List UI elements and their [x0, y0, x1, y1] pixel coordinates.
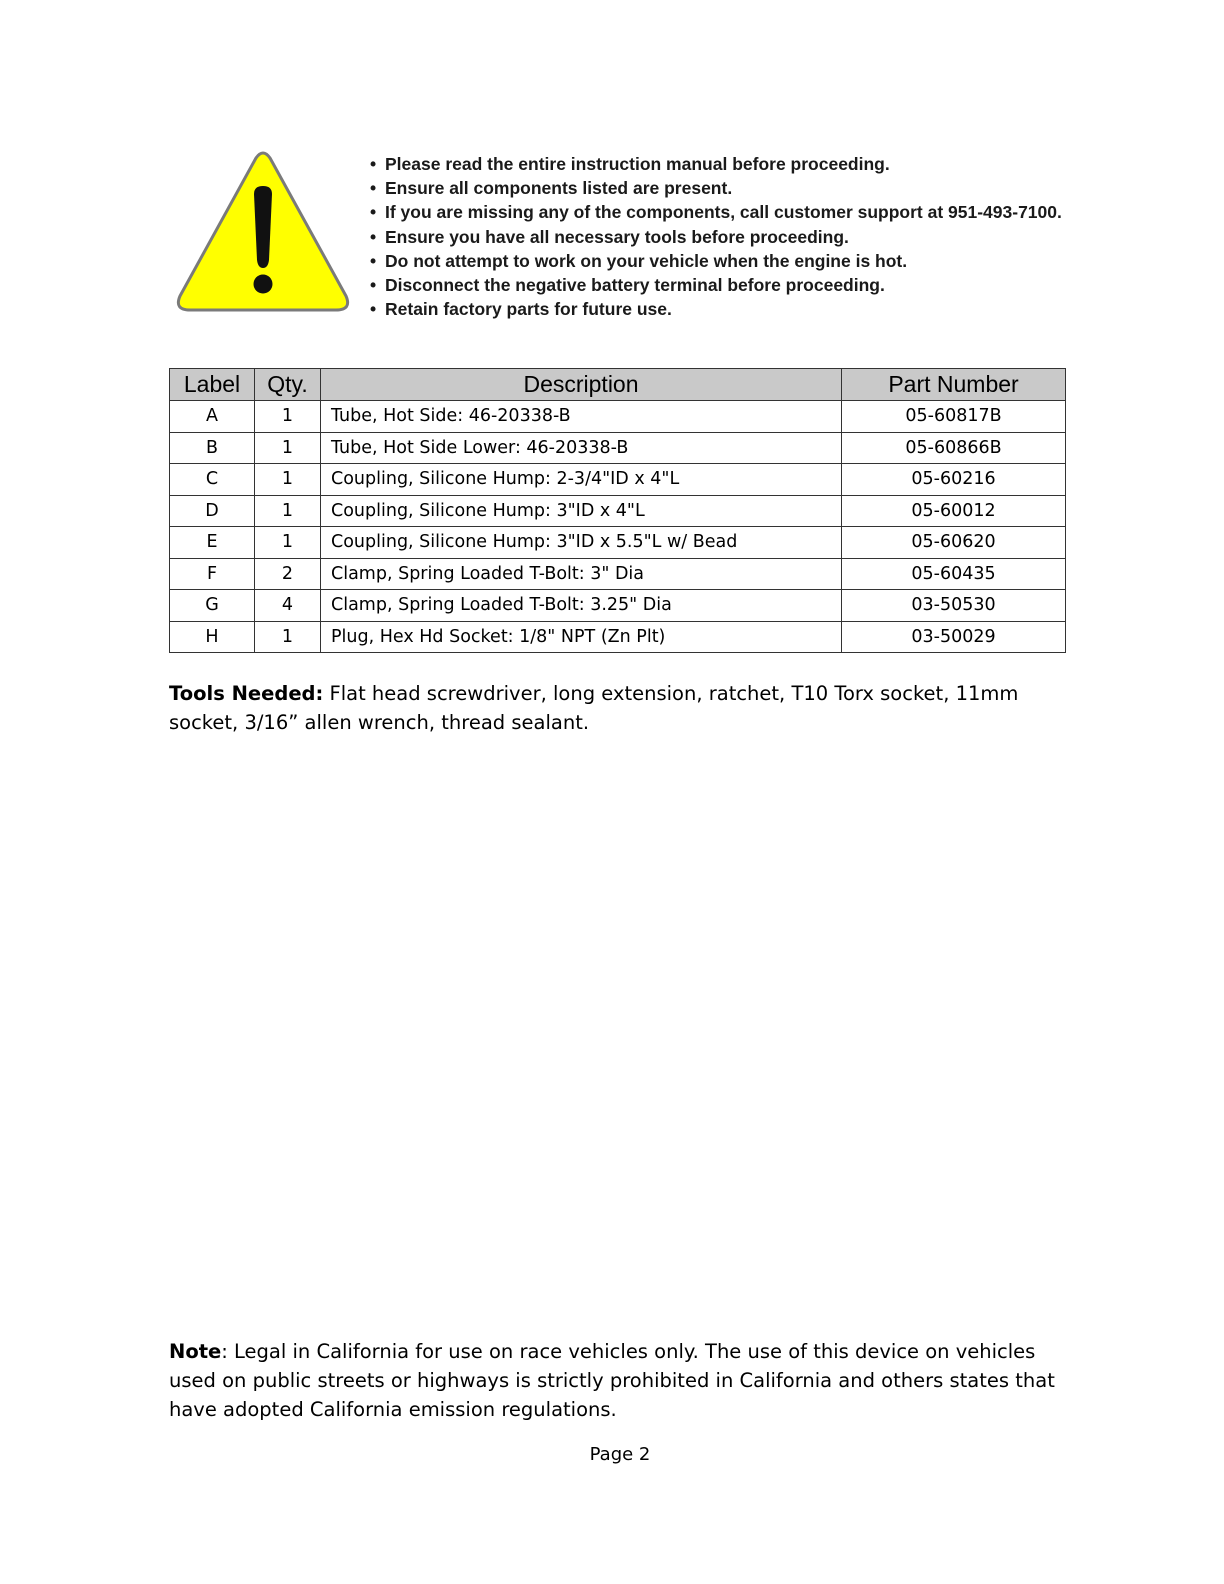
cell-qty: 1: [255, 495, 321, 527]
cell-label: E: [170, 527, 255, 559]
cell-part-number: 05-60435: [842, 558, 1066, 590]
cell-label: C: [170, 464, 255, 496]
cell-qty: 1: [255, 432, 321, 464]
warning-item: • If you are missing any of the components, call customer support at 951-493-7100.: [370, 202, 1062, 223]
table-row: [170, 558, 1066, 590]
cell-qty: 1: [255, 401, 321, 433]
cell-label: A: [170, 401, 255, 433]
cell-label: B: [170, 432, 255, 464]
header-label: Label: [170, 369, 255, 401]
warning-item: • Retain factory parts for future use.: [370, 299, 672, 320]
cell-part-number: 03-50530: [842, 590, 1066, 622]
cell-description: Clamp, Spring Loaded T-Bolt: 3" Dia: [321, 558, 842, 590]
cell-part-number: 03-50029: [842, 621, 1066, 653]
table-row: [170, 401, 1066, 433]
warning-item: • Please read the entire instruction manual before proceeding.: [370, 154, 890, 174]
warning-item: • Disconnect the negative battery terminal before proceeding.: [370, 274, 885, 295]
cell-description: Coupling, Silicone Hump: 2-3/4"ID x 4"L: [321, 464, 842, 496]
cell-part-number: 05-60866B: [842, 432, 1066, 464]
header-qty: Qty.: [255, 369, 321, 401]
cell-label: D: [170, 495, 255, 527]
cell-label: H: [170, 621, 255, 653]
cell-description: Coupling, Silicone Hump: 3"ID x 4"L: [321, 495, 842, 527]
warning-item: • Do not attempt to work on your vehicle when the engine is hot.: [370, 250, 908, 271]
warning-list: [370, 152, 1062, 321]
tools-needed-label: Tools Needed:: [169, 682, 324, 705]
header-description: Description: [321, 369, 842, 401]
table-header-row: [170, 369, 1066, 401]
cell-label: F: [170, 558, 255, 590]
cell-part-number: 05-60216: [842, 464, 1066, 496]
cell-part-number: 05-60012: [842, 495, 1066, 527]
cell-description: Tube, Hot Side: 46-20338-B: [321, 401, 842, 433]
cell-description: Tube, Hot Side Lower: 46-20338-B: [321, 432, 842, 464]
cell-description: Coupling, Silicone Hump: 3"ID x 5.5"L w/ Bead: [321, 527, 842, 559]
tools-needed-text: Flat head screwdriver, long extension, ratchet, T10 Torx socket, 11mm socket, 3/16” allen wrench, thread sealant.: [169, 682, 1019, 734]
table-row: [170, 464, 1066, 496]
note-text: : Legal in California for use on race vehicles only. The use of this device on vehicles used on public streets or highways is strictly prohibited in California and others states that have adopted California emission regulations.: [169, 1340, 1055, 1421]
table-row: [170, 495, 1066, 527]
warning-triangle-icon: [174, 150, 352, 316]
header-part-number: Part Number: [842, 369, 1066, 401]
cell-qty: 1: [255, 621, 321, 653]
cell-qty: 1: [255, 464, 321, 496]
tools-needed-paragraph: [169, 679, 1069, 737]
warning-item: • Ensure all components listed are present.: [370, 178, 733, 199]
note-label: Note: [169, 1340, 222, 1363]
cell-label: G: [170, 590, 255, 622]
cell-qty: 1: [255, 527, 321, 559]
cell-description: Plug, Hex Hd Socket: 1/8" NPT (Zn Plt): [321, 621, 842, 653]
table-row: [170, 621, 1066, 653]
cell-qty: 4: [255, 590, 321, 622]
table-row: [170, 590, 1066, 622]
cell-part-number: 05-60620: [842, 527, 1066, 559]
cell-part-number: 05-60817B: [842, 401, 1066, 433]
cell-qty: 2: [255, 558, 321, 590]
table-row: [170, 432, 1066, 464]
cell-description: Clamp, Spring Loaded T-Bolt: 3.25" Dia: [321, 590, 842, 622]
table-row: [170, 527, 1066, 559]
warning-item: • Ensure you have all necessary tools before proceeding.: [370, 226, 849, 247]
legal-note-paragraph: [169, 1337, 1069, 1424]
page-number: Page 2: [589, 1444, 651, 1465]
parts-table: [169, 368, 1066, 653]
